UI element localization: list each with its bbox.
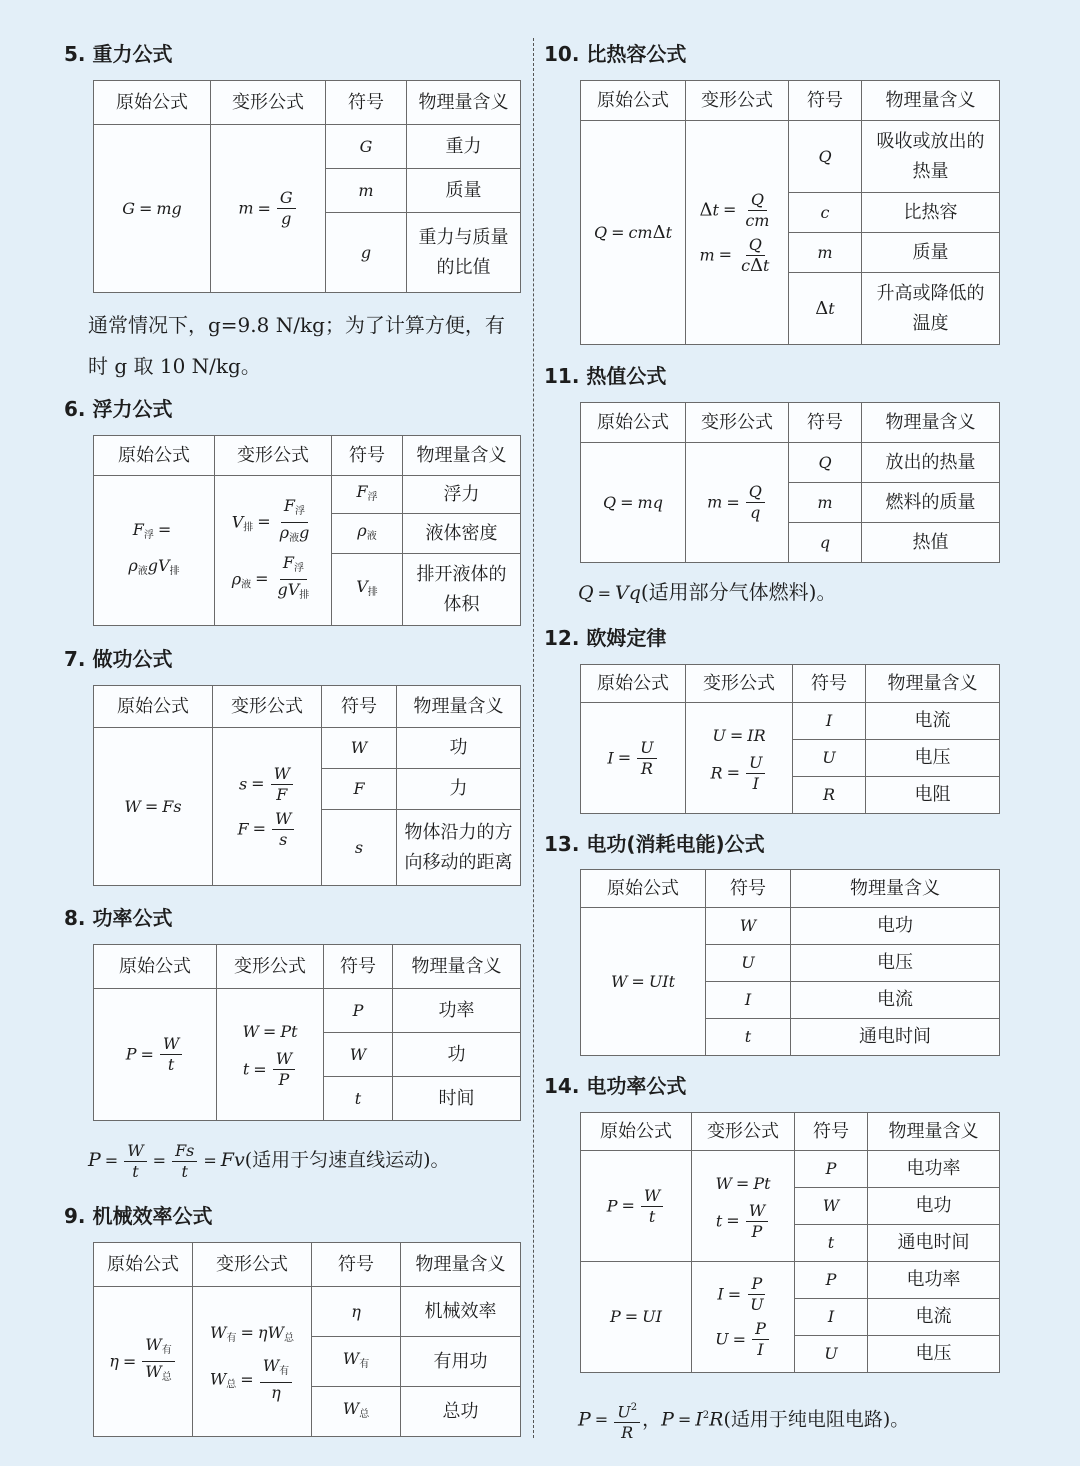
header-derived: 变形公式 xyxy=(193,1243,312,1287)
symbol-cell: m xyxy=(789,233,862,273)
symbol-cell: $F_浮$ xyxy=(332,476,403,514)
formula-derived: $V_排$ = $\frac{F_浮}{\rho_液g}$ $\rho_液$ = $\frac{F_浮}{gV_排}$ xyxy=(215,476,332,626)
meaning-cell: 比热容 xyxy=(862,193,1000,233)
symbol-cell: $V_排$ xyxy=(332,554,403,626)
meaning-cell: 电功 xyxy=(791,908,1000,945)
note-power: P = $\frac{W}{t}$ = $\frac{Fs}{t}$ = Fv(适用于匀速直线运动)。 xyxy=(88,1140,450,1181)
header-symbol: 符号 xyxy=(795,1113,868,1151)
formula-derived: W = Pt t = $\frac{W}{P}$ xyxy=(692,1151,795,1262)
heading-power: 8. 功率公式 xyxy=(64,906,173,930)
meaning-cell: 功 xyxy=(393,1033,521,1077)
symbol-cell: m xyxy=(326,169,407,213)
symbol-cell: U xyxy=(706,945,791,982)
formula-derived: W = Pt t = $\frac{W}{P}$ xyxy=(217,989,324,1121)
meaning-cell: 电流 xyxy=(868,1299,1000,1336)
note-heat-value: Q = Vq(适用部分气体燃料)。 xyxy=(578,580,837,604)
header-original: 原始公式 xyxy=(94,436,215,476)
table-power xyxy=(93,944,521,1121)
symbol-cell: W xyxy=(795,1188,868,1225)
table-gravity xyxy=(93,80,521,293)
symbol-cell: m xyxy=(789,483,862,523)
symbol-cell: Δt xyxy=(789,273,862,345)
header-original: 原始公式 xyxy=(581,403,686,443)
heading-electric-power: 14. 电功率公式 xyxy=(544,1074,687,1098)
table-heat-value xyxy=(580,402,1000,563)
meaning-cell: 电压 xyxy=(866,740,1000,777)
heading-specific-heat: 10. 比热容公式 xyxy=(544,42,687,66)
formula-original: W = Fs xyxy=(94,728,213,886)
symbol-cell: U xyxy=(795,1336,868,1373)
header-meaning: 物理量含义 xyxy=(393,945,521,989)
symbol-cell: P xyxy=(795,1262,868,1299)
formula-derived: m = $\frac{Q}{q}$ xyxy=(686,443,789,563)
symbol-cell: G xyxy=(326,125,407,169)
formula-derived: m = $\frac{G}{g}$ xyxy=(211,125,326,293)
header-symbol: 符号 xyxy=(706,870,791,908)
heading-electric-work: 13. 电功(消耗电能)公式 xyxy=(544,832,765,856)
header-derived: 变形公式 xyxy=(215,436,332,476)
meaning-cell: 升高或降低的 温度 xyxy=(862,273,1000,345)
header-meaning: 物理量含义 xyxy=(868,1113,1000,1151)
meaning-cell: 电阻 xyxy=(866,777,1000,814)
meaning-cell: 液体密度 xyxy=(403,514,521,554)
header-original: 原始公式 xyxy=(581,81,686,121)
meaning-cell: 力 xyxy=(397,769,521,810)
formula-derived: s = $\frac{W}{F}$ F = $\frac{W}{s}$ xyxy=(213,728,322,886)
heading-efficiency: 9. 机械效率公式 xyxy=(64,1204,213,1228)
meaning-cell: 物体沿力的方 向移动的距离 xyxy=(397,810,521,886)
meaning-cell: 通电时间 xyxy=(868,1225,1000,1262)
table-efficiency xyxy=(93,1242,521,1437)
symbol-cell: W xyxy=(324,1033,393,1077)
formula-original: P = $\frac{W}{t}$ xyxy=(94,989,217,1121)
note-gravity-2: 时 g 取 10 N/kg。 xyxy=(88,354,261,378)
header-meaning: 物理量含义 xyxy=(407,81,521,125)
symbol-cell: R xyxy=(793,777,866,814)
heading-buoyancy: 6. 浮力公式 xyxy=(64,397,173,421)
symbol-cell: $W_总$ xyxy=(312,1387,401,1437)
formula-derived: I = $\frac{P}{U}$ U = $\frac{P}{I}$ xyxy=(692,1262,795,1373)
header-original: 原始公式 xyxy=(581,870,706,908)
header-original: 原始公式 xyxy=(94,686,213,728)
header-derived: 变形公式 xyxy=(213,686,322,728)
header-meaning: 物理量含义 xyxy=(401,1243,521,1287)
meaning-cell: 质量 xyxy=(407,169,521,213)
formula-derived: Δt = $\frac{Q}{cm}$ m = $\frac{Q}{\text{cΔt}}$ xyxy=(686,121,789,345)
meaning-cell: 排开液体的 体积 xyxy=(403,554,521,626)
symbol-cell: Q xyxy=(789,443,862,483)
meaning-cell: 电压 xyxy=(868,1336,1000,1373)
formula-original: P = $\frac{W}{t}$ xyxy=(581,1151,692,1262)
symbol-cell: W xyxy=(706,908,791,945)
formula-derived: U = IR R = $\frac{U}{I}$ xyxy=(686,703,793,814)
symbol-cell: q xyxy=(789,523,862,563)
header-derived: 变形公式 xyxy=(686,403,789,443)
symbol-cell: U xyxy=(793,740,866,777)
table-ohms-law xyxy=(580,664,1000,814)
symbol-cell: I xyxy=(793,703,866,740)
column-divider xyxy=(533,38,534,1438)
symbol-cell: s xyxy=(322,810,397,886)
meaning-cell: 有用功 xyxy=(401,1337,521,1387)
meaning-cell: 电流 xyxy=(866,703,1000,740)
symbol-cell: $W_有$ xyxy=(312,1337,401,1387)
meaning-cell: 总功 xyxy=(401,1387,521,1437)
formula-original: η = $\frac{W_有}{W_总}$ xyxy=(94,1287,193,1437)
symbol-cell: I xyxy=(706,982,791,1019)
meaning-cell: 燃料的质量 xyxy=(862,483,1000,523)
header-symbol: 符号 xyxy=(312,1243,401,1287)
symbol-cell: t xyxy=(324,1077,393,1121)
meaning-cell: 质量 xyxy=(862,233,1000,273)
symbol-cell: t xyxy=(795,1225,868,1262)
meaning-cell: 电功率 xyxy=(868,1262,1000,1299)
header-derived: 变形公式 xyxy=(692,1113,795,1151)
symbol-cell: c xyxy=(789,193,862,233)
note-electric-power: P = $\frac{U^2}{R}$ ，$P = I^2R$(适用于纯电阻电路)。 xyxy=(578,1396,909,1443)
header-symbol: 符号 xyxy=(326,81,407,125)
table-specific-heat xyxy=(580,80,1000,345)
header-symbol: 符号 xyxy=(789,403,862,443)
header-meaning: 物理量含义 xyxy=(791,870,1000,908)
formula-derived: $W_有 = \eta W_总$ $W_总$ = $\frac{W_有}{\eta}$ xyxy=(193,1287,312,1437)
symbol-cell: W xyxy=(322,728,397,769)
heading-ohms-law: 12. 欧姆定律 xyxy=(544,626,667,650)
header-meaning: 物理量含义 xyxy=(862,81,1000,121)
table-electric-power xyxy=(580,1112,1000,1373)
formula-original: W = UIt xyxy=(581,908,706,1056)
header-original: 原始公式 xyxy=(581,1113,692,1151)
meaning-cell: 电功率 xyxy=(868,1151,1000,1188)
header-meaning: 物理量含义 xyxy=(862,403,1000,443)
heading-gravity: 5. 重力公式 xyxy=(64,42,173,66)
heading-work: 7. 做功公式 xyxy=(64,647,173,671)
formula-original: Q = mq xyxy=(581,443,686,563)
header-derived: 变形公式 xyxy=(686,81,789,121)
table-buoyancy xyxy=(93,435,521,626)
symbol-cell: Q xyxy=(789,121,862,193)
header-symbol: 符号 xyxy=(324,945,393,989)
meaning-cell: 功率 xyxy=(393,989,521,1033)
formula-original: P = UI xyxy=(581,1262,692,1373)
meaning-cell: 电功 xyxy=(868,1188,1000,1225)
formula-original: I = $\frac{U}{R}$ xyxy=(581,703,686,814)
header-meaning: 物理量含义 xyxy=(403,436,521,476)
header-meaning: 物理量含义 xyxy=(397,686,521,728)
symbol-cell: η xyxy=(312,1287,401,1337)
symbol-cell: P xyxy=(795,1151,868,1188)
symbol-cell: $\rho_液$ xyxy=(332,514,403,554)
header-symbol: 符号 xyxy=(332,436,403,476)
header-derived: 变形公式 xyxy=(686,665,793,703)
header-symbol: 符号 xyxy=(793,665,866,703)
header-original: 原始公式 xyxy=(94,1243,193,1287)
symbol-cell: I xyxy=(795,1299,868,1336)
formula-original: G = mg xyxy=(94,125,211,293)
meaning-cell: 浮力 xyxy=(403,476,521,514)
table-work xyxy=(93,685,521,886)
meaning-cell: 时间 xyxy=(393,1077,521,1121)
meaning-cell: 功 xyxy=(397,728,521,769)
meaning-cell: 热值 xyxy=(862,523,1000,563)
note-gravity-1: 通常情况下，g=9.8 N/kg；为了计算方便，有 xyxy=(88,313,505,337)
symbol-cell: t xyxy=(706,1019,791,1056)
meaning-cell: 机械效率 xyxy=(401,1287,521,1337)
meaning-cell: 重力 xyxy=(407,125,521,169)
header-meaning: 物理量含义 xyxy=(866,665,1000,703)
meaning-cell: 放出的热量 xyxy=(862,443,1000,483)
header-symbol: 符号 xyxy=(789,81,862,121)
formula-original: Q = cmΔt xyxy=(581,121,686,345)
header-original: 原始公式 xyxy=(94,945,217,989)
header-original: 原始公式 xyxy=(94,81,211,125)
table-electric-work xyxy=(580,869,1000,1056)
meaning-cell: 吸收或放出的 热量 xyxy=(862,121,1000,193)
symbol-cell: g xyxy=(326,213,407,293)
meaning-cell: 电流 xyxy=(791,982,1000,1019)
header-derived: 变形公式 xyxy=(211,81,326,125)
heading-heat-value: 11. 热值公式 xyxy=(544,364,667,388)
header-original: 原始公式 xyxy=(581,665,686,703)
meaning-cell: 重力与质量 的比值 xyxy=(407,213,521,293)
formula-original: $F_浮$ = $\rho_液gV_排$ xyxy=(94,476,215,626)
header-derived: 变形公式 xyxy=(217,945,324,989)
header-symbol: 符号 xyxy=(322,686,397,728)
meaning-cell: 电压 xyxy=(791,945,1000,982)
symbol-cell: F xyxy=(322,769,397,810)
symbol-cell: P xyxy=(324,989,393,1033)
meaning-cell: 通电时间 xyxy=(791,1019,1000,1056)
